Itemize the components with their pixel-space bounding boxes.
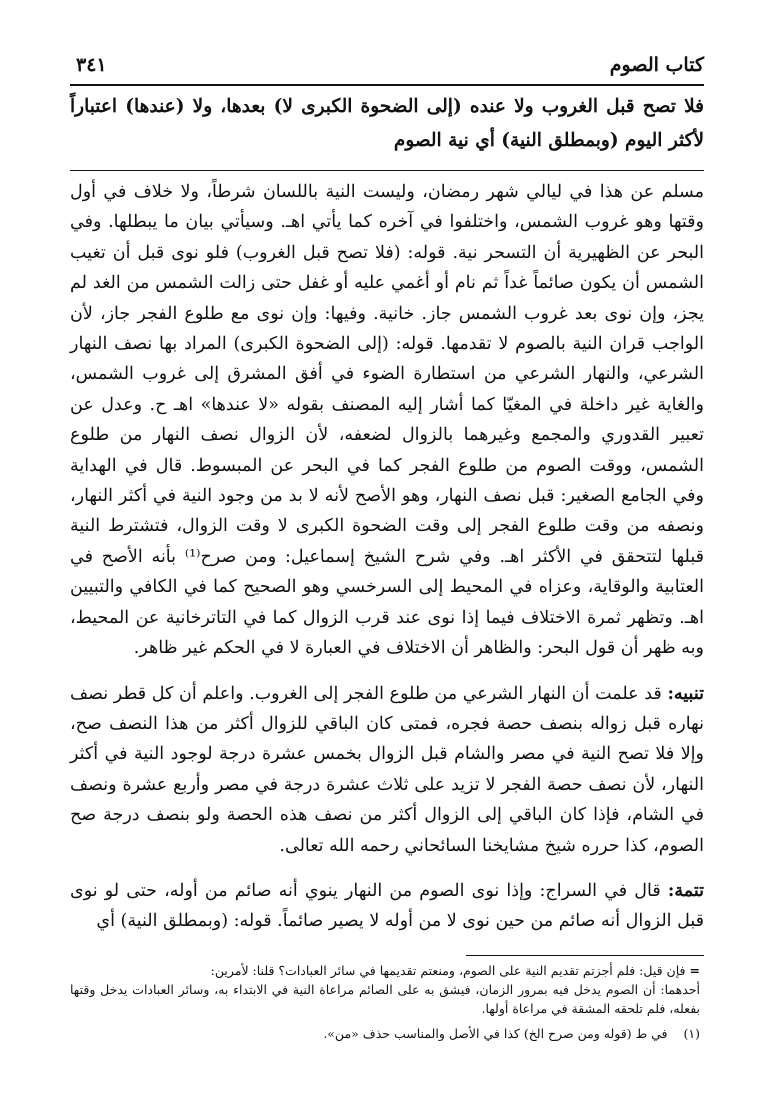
footnote-text: أحدهما: أن الصوم يدخل فيه بمرور الزمان، فيشق به على الصائم مراعاة النية في الابتداء به، وسائر العبادات يدخل وقتها بفعله، فلم تلحقه المشقة في مراعاة أولها. bbox=[70, 982, 700, 1016]
footnotes bbox=[70, 961, 700, 1043]
matn-text: فلا تصح قبل الغروب ولا عنده (إلى الضحوة الكبرى لا) بعدها، ولا (عندها) اعتباراً لأكثر اليوم (وبمطلق النية) أي نية الصوم bbox=[70, 88, 704, 171]
paragraph-lead: تنبيه: bbox=[667, 683, 704, 704]
commentary-body bbox=[70, 177, 704, 952]
footnote-continuation bbox=[70, 961, 700, 980]
footnote-1 bbox=[70, 1024, 700, 1043]
commentary-paragraph bbox=[70, 177, 704, 664]
paragraph-lead: تتمة: bbox=[667, 880, 704, 901]
footnote-continuation-2 bbox=[70, 980, 700, 1018]
paragraph-text: قال في السراج: وإذا نوى الصوم من النهار ينوي أنه صائم من أوله، حتى لو نوى قبل الزوال أنه صائم من حين نوى لا من أوله لا يصير صائماً. قوله: (وبمطلق النية) أي bbox=[70, 880, 704, 932]
footnote-separator bbox=[466, 955, 704, 956]
page-header bbox=[70, 50, 704, 86]
tatimma-paragraph bbox=[70, 876, 704, 937]
footnote-text: في ط (قوله ومن صرح الخ) كذا في الأصل والمناسب حذف «من». bbox=[323, 1026, 668, 1041]
footnote-number: (١) bbox=[683, 1026, 700, 1041]
page-number: ٣٤١ bbox=[76, 54, 107, 76]
tanbih-paragraph bbox=[70, 679, 704, 861]
paragraph-text: قد علمت أن النهار الشرعي من طلوع الفجر إلى الغروب. واعلم أن كل قطر نصف نهاره قبل زواله بنصف حصة فجره، فمتى كان الباقي للزوال أكثر من هذا النصف صح، وإلا فلا تصح النية في مصر والشام قبل الزوال بخمس عشرة درجة لوجود النية في أكثر النهار، لأن نصف حصة الفجر لا تزيد على ثلاث عشرة درجة في مصر وأربع عشرة ونصف في الشام، فإذا كان الباقي إلى الزوال أكثر من نصف هذه الحصة ولو بنصف درجة صح الصوم، كذا حرره شيخ مشايخنا السائحاني رحمه الله تعالى. bbox=[70, 683, 704, 856]
paragraph-text: مسلم عن هذا في ليالي شهر رمضان، وليست النية باللسان شرطاً، ولا خلاف في أول وقتها وهو غروب الشمس، واختلفوا في آخره كما يأتي اهـ. وسيأتي بيان ما يبطلها. وفي البحر عن الظهيرية أن التسحر نية. قوله: (فلا تصح قبل الغروب) فلو نوى قبل أن تغيب الشمس أن يكون صائماً غداً ثم نام أو أغمي عليه أو غفل حتى زالت الشمس من الغد لم يجز، وإن نوى بعد غروب الشمس جاز. خانية. وفيها: وإن نوى مع طلوع الفجر جاز، لأن الواجب قران النية بالصوم لا تقدمها. قوله: (إلى الضحوة الكبرى) المراد بها نصف النهار الشرعي، والنهار الشرعي من استطارة الضوء في أفق المشرق إلى غروب الشمس، والغاية غير داخلة في المغيّا كما أشار إليه المصنف بقوله «لا عندها» اهـ ح. وعدل عن تعبير القدوري والمجمع وغيرهما بالزوال لضعفه، لأن الزوال نصف النهار من طلوع الشمس، ووقت الصوم من طلوع الفجر كما في البحر عن المبسوط. قال في الهداية وفي الجامع الصغير: قبل نصف النهار، وهو الأصح لأنه لا بد من وجود النية في أكثر النهار، ونصفه من وقت طلوع الفجر إلى وقت الضحوة الكبرى لا وقت الزوال، فتشترط النية قبلها لتتحقق في الأكثر اهـ. وفي شرح الشيخ إسماعيل: ومن صرح⁽¹⁾ بأنه الأصح في العتابية والوقاية، وعزاه في المحيط إلى السرخسي وهو الصحيح كما في الكافي والتبيين اهـ. وتظهر ثمرة الاختلاف فيما إذا نوى عند قرب الزوال كما في التاترخانية عن المحيط، وبه ظهر أن قول البحر: والظاهر أن الاختلاف في العبارة لا في الحكم غير ظاهر. bbox=[70, 182, 704, 659]
footnote-text: فإن قيل: فلم أجزتم تقديم النية على الصوم، ومنعتم تقديمها في سائر العبادات؟ قلنا: لأمرين: bbox=[210, 963, 686, 978]
continuation-marker: = bbox=[689, 963, 700, 978]
book-title: كتاب الصوم bbox=[609, 54, 704, 76]
